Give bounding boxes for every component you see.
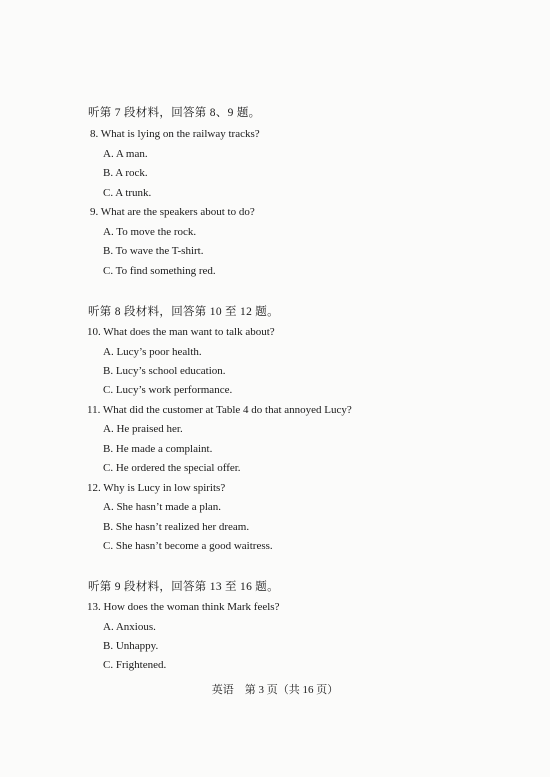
answer-option: A. He praised her. [103,423,183,435]
section-heading: 听第 8 段材料，回答第 10 至 12 题。 [88,306,279,318]
question-stem: 9. What are the speakers about to do? [90,206,255,218]
question-stem: 8. What is lying on the railway tracks? [90,128,260,140]
answer-option: A. To move the rock. [103,226,197,238]
answer-option: C. She hasn’t become a good waitress. [103,540,273,552]
question-stem: 13. How does the woman think Mark feels? [87,601,280,613]
page-footer: 英语 第 3 页（共 16 页） [211,684,339,696]
answer-option: B. Unhappy. [103,640,159,652]
answer-option: A. She hasn’t made a plan. [103,501,222,513]
answer-option: C. Lucy’s work performance. [103,384,233,396]
answer-option: B. He made a complaint. [103,443,213,455]
answer-option: B. To wave the T-shirt. [103,245,204,257]
question-stem: 12. Why is Lucy in low spirits? [87,482,226,494]
answer-option: A. Anxious. [103,621,156,633]
answer-option: B. A rock. [103,167,148,179]
answer-option: C. A trunk. [103,187,152,199]
answer-option: A. Lucy’s poor health. [103,346,202,358]
question-stem: 11. What did the customer at Table 4 do that annoyed Lucy? [87,404,352,416]
section-heading: 听第 9 段材料，回答第 13 至 16 题。 [88,581,279,593]
answer-option: C. To find something red. [103,265,216,277]
answer-option: C. Frightened. [103,659,167,671]
question-stem: 10. What does the man want to talk about? [87,326,275,338]
section-heading: 听第 7 段材料，回答第 8、9 题。 [88,107,261,119]
answer-option: A. A man. [103,148,148,160]
answer-option: B. She hasn’t realized her dream. [103,521,250,533]
answer-option: C. He ordered the special offer. [103,462,241,474]
answer-option: B. Lucy’s school education. [103,365,226,377]
